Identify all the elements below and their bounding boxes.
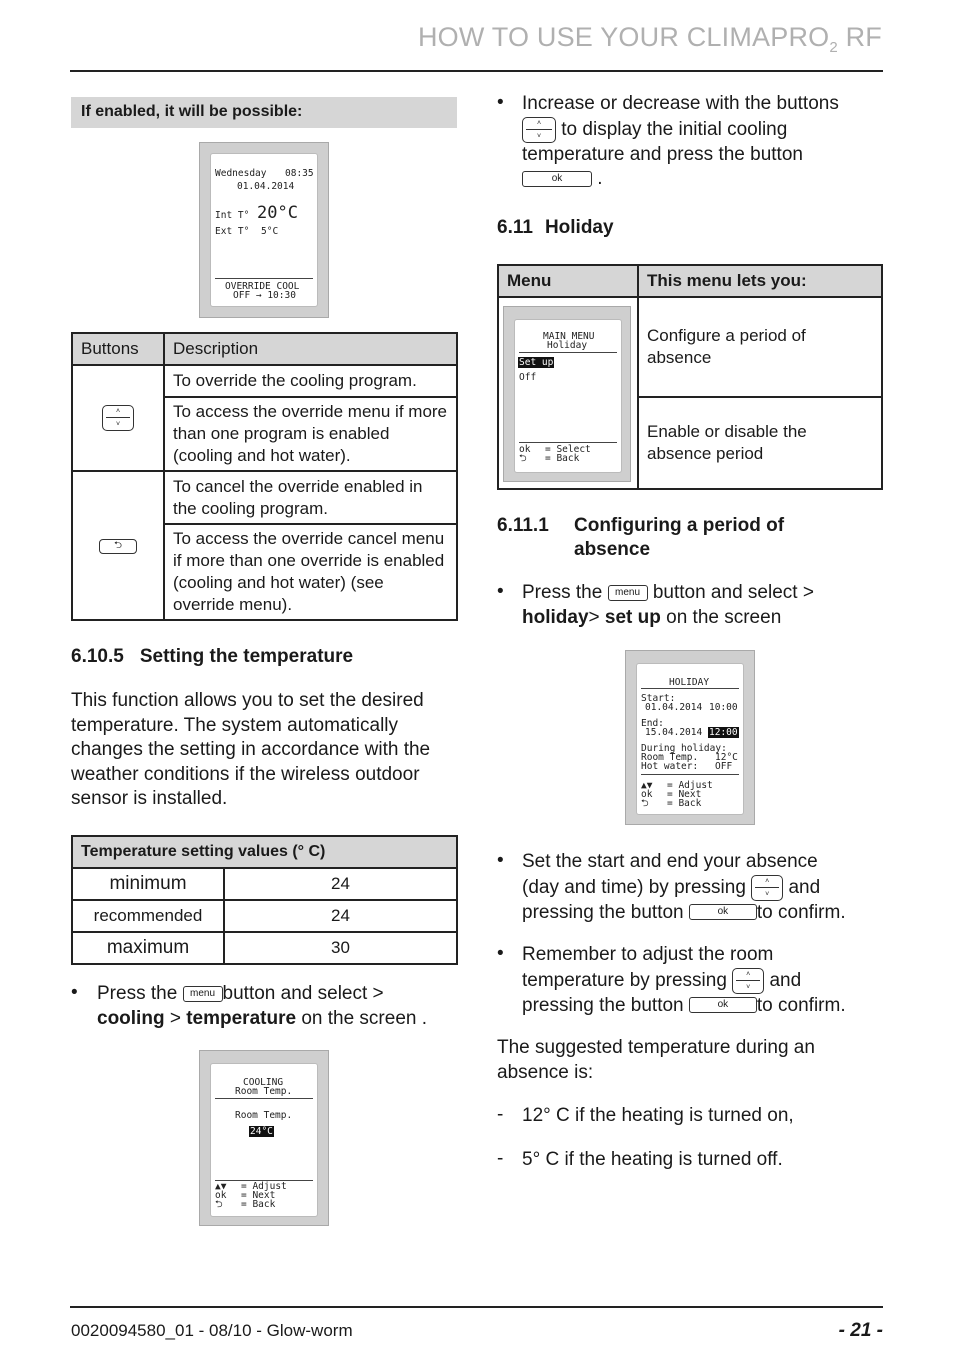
screen-ext-label: Ext T°	[215, 226, 250, 237]
display-screen-cooling	[199, 1050, 329, 1226]
ok-button-icon: ok	[689, 904, 757, 920]
screen-divider	[519, 442, 617, 443]
temperature-table-header: Temperature setting values (° C)	[72, 836, 457, 868]
bullet-cooling-temperature: Press the menu button and select > cooling > temperature on the screen .	[97, 983, 428, 1029]
table-header-lets-you: This menu lets you:	[638, 265, 882, 297]
screen-title: MAIN MENU	[543, 331, 595, 342]
bullet-set-absence: Set the start and end your absence (day and time) by pressing ˄ ˅ and pressing the button ok to confirm.	[522, 851, 846, 923]
screen-start-time: 10:00	[709, 702, 738, 713]
bullet-adjust-room: Remember to adjust the room temperature by pressing ˄ ˅ and pressing the button ok to confirm.	[522, 944, 846, 1016]
bullet-marker: •	[497, 850, 504, 871]
screen-hot-label: Hot water:	[641, 761, 699, 772]
suggested-temperature-paragraph: The suggested temperature during an absence is:	[497, 1037, 815, 1083]
screen-end-label: End:	[641, 718, 664, 729]
table-row: To access the override cancel menu if more than one override is enabled (cooling and hot water) (see override menu).	[164, 524, 457, 620]
buttons-table	[71, 332, 458, 621]
screen-divider	[641, 774, 739, 775]
temp-label-maximum: maximum	[72, 932, 224, 964]
display-screen-home	[199, 142, 329, 318]
screen-subtitle: Room Temp.	[235, 1086, 293, 1097]
screen-option: Off	[519, 372, 537, 383]
legend-value: = Back	[667, 798, 702, 809]
table-row: Enable or disable the absence period	[638, 397, 882, 489]
screen-subtitle: Holiday	[547, 340, 588, 351]
section-heading-6-10-5: 6.10.5 Setting the temperature	[71, 646, 354, 667]
table-row: To override the cooling program.	[164, 365, 457, 397]
setting-temperature-paragraph: This function allows you to set the desired temperature. The system automatically changes the setting in accordance with the weather conditions if the wireless outdoor sensor is installed.	[71, 690, 431, 809]
screen-room-label: Room Temp.	[641, 752, 699, 763]
footer-doc-id: 0020094580_01 - 08/10 - Glow-worm	[71, 1321, 353, 1340]
legend-value: = Next	[241, 1190, 276, 1201]
up-down-button-icon: ˄ ˅	[751, 875, 783, 901]
legend-key: ▲▼	[641, 780, 653, 791]
screen-room-temp-label: Room Temp.	[235, 1110, 293, 1121]
bullet-marker: •	[497, 581, 504, 602]
screen-override: OVERRIDE COOL	[225, 281, 300, 292]
header-rule	[70, 70, 883, 72]
ok-button-icon: ok	[689, 997, 757, 1013]
up-down-button-icon: ˄ ˅	[102, 405, 134, 431]
holiday-menu-table	[497, 264, 883, 490]
legend-value: = Next	[667, 789, 702, 800]
menu-button-icon: menu	[608, 585, 648, 601]
section-heading-6-11: 6.11 Holiday	[497, 217, 614, 238]
screen-day: Wednesday	[215, 168, 267, 179]
back-button-cell	[72, 471, 164, 620]
display-screen-main-menu	[503, 306, 631, 482]
bullet-holiday-setup: Press the menu button and select > holiday> set up on the screen	[522, 582, 814, 628]
dash-item-heating-off: 5° C if the heating is turned off.	[522, 1149, 783, 1170]
table-row: To access the override menu if more than one program is enabled (cooling and hot water).	[164, 397, 457, 471]
screen-divider	[215, 278, 313, 279]
footer-rule	[70, 1306, 883, 1308]
screen-time: 08:35	[285, 168, 314, 179]
bullet-marker: •	[497, 92, 504, 113]
table-header-menu: Menu	[498, 265, 638, 297]
legend-key: ok	[641, 789, 653, 800]
bullet-marker: •	[71, 982, 78, 1003]
screen-title: COOLING	[243, 1077, 284, 1088]
enabled-box: If enabled, it will be possible:	[71, 97, 457, 128]
table-row: Configure a period of absence	[638, 297, 882, 397]
ok-button-icon: ok	[522, 171, 592, 187]
screen-end-date: 15.04.2014	[645, 727, 703, 738]
screen-ext-value: 5°C	[261, 226, 279, 237]
section-heading-6-11-1: 6.11.1	[497, 515, 549, 536]
screen-divider	[519, 352, 617, 353]
page-number: - 21 -	[838, 1320, 883, 1341]
screen-title: HOLIDAY	[669, 677, 710, 688]
section-heading-6-11-1-title: Configuring a period of absence	[574, 515, 785, 560]
menu-button-icon: menu	[183, 986, 223, 1002]
temperature-table	[71, 835, 458, 965]
legend-value: = Select	[545, 444, 591, 455]
bullet-increase-decrease: Increase or decrease with the buttons ˄ ˅ to display the initial cooling temperature and press the button ok .	[522, 93, 839, 189]
table-header-buttons: Buttons	[72, 333, 164, 365]
screen-start-label: Start:	[641, 693, 676, 704]
screen-option-selected: Set up	[519, 357, 554, 368]
screen-hot-value: OFF	[715, 761, 733, 772]
table-row: To cancel the override enabled in the cooling program.	[164, 471, 457, 524]
dash-marker: -	[497, 1148, 504, 1169]
screen-divider	[215, 1098, 313, 1099]
screen-date: 01.04.2014	[237, 181, 295, 192]
page-header-title: HOW TO USE YOUR $CLIMAPRO_2$ RF	[417, 22, 882, 56]
screen-room-value: 12°C	[715, 752, 738, 763]
legend-value: = Back	[241, 1199, 276, 1210]
temp-value-maximum: 30	[224, 932, 457, 964]
legend-key: ok	[519, 444, 531, 455]
holiday-menu-screen-cell	[498, 297, 638, 489]
temp-value-recommended: 24	[224, 900, 457, 932]
screen-divider	[641, 688, 739, 689]
legend-value: = Adjust	[667, 780, 713, 791]
legend-value: = Adjust	[241, 1181, 287, 1192]
legend-key: ▲▼	[215, 1181, 227, 1192]
dash-item-heating-on: 12° C if the heating is turned on,	[522, 1105, 794, 1126]
screen-end-time: 12:00	[709, 727, 738, 738]
legend-key: ⮌	[519, 453, 527, 464]
legend-value: = Back	[545, 453, 580, 464]
table-header-description: Description	[164, 333, 457, 365]
screen-int-value: 20°C	[257, 203, 298, 223]
screen-room-temp-value: 24°C	[250, 1126, 273, 1137]
temp-value-minimum: 24	[224, 868, 457, 900]
up-down-button-icon: ˄ ˅	[732, 968, 764, 994]
legend-key: ⮌	[215, 1199, 223, 1210]
up-down-button-icon: ˄ ˅	[522, 117, 556, 143]
temp-label-minimum: minimum	[72, 868, 224, 900]
bullet-marker: •	[497, 943, 504, 964]
screen-during-label: During holiday:	[641, 743, 727, 754]
display-screen-holiday	[625, 650, 755, 825]
temp-label-recommended: recommended	[72, 900, 224, 932]
updown-button-cell	[72, 365, 164, 471]
screen-int-label: Int T°	[215, 210, 250, 221]
dash-marker: -	[497, 1104, 504, 1125]
screen-start-date: 01.04.2014	[645, 702, 703, 713]
back-button-icon: ⮌	[99, 539, 137, 554]
legend-key: ok	[215, 1190, 227, 1201]
screen-off-line: OFF → 10:30	[233, 290, 296, 301]
legend-key: ⮌	[641, 798, 649, 809]
